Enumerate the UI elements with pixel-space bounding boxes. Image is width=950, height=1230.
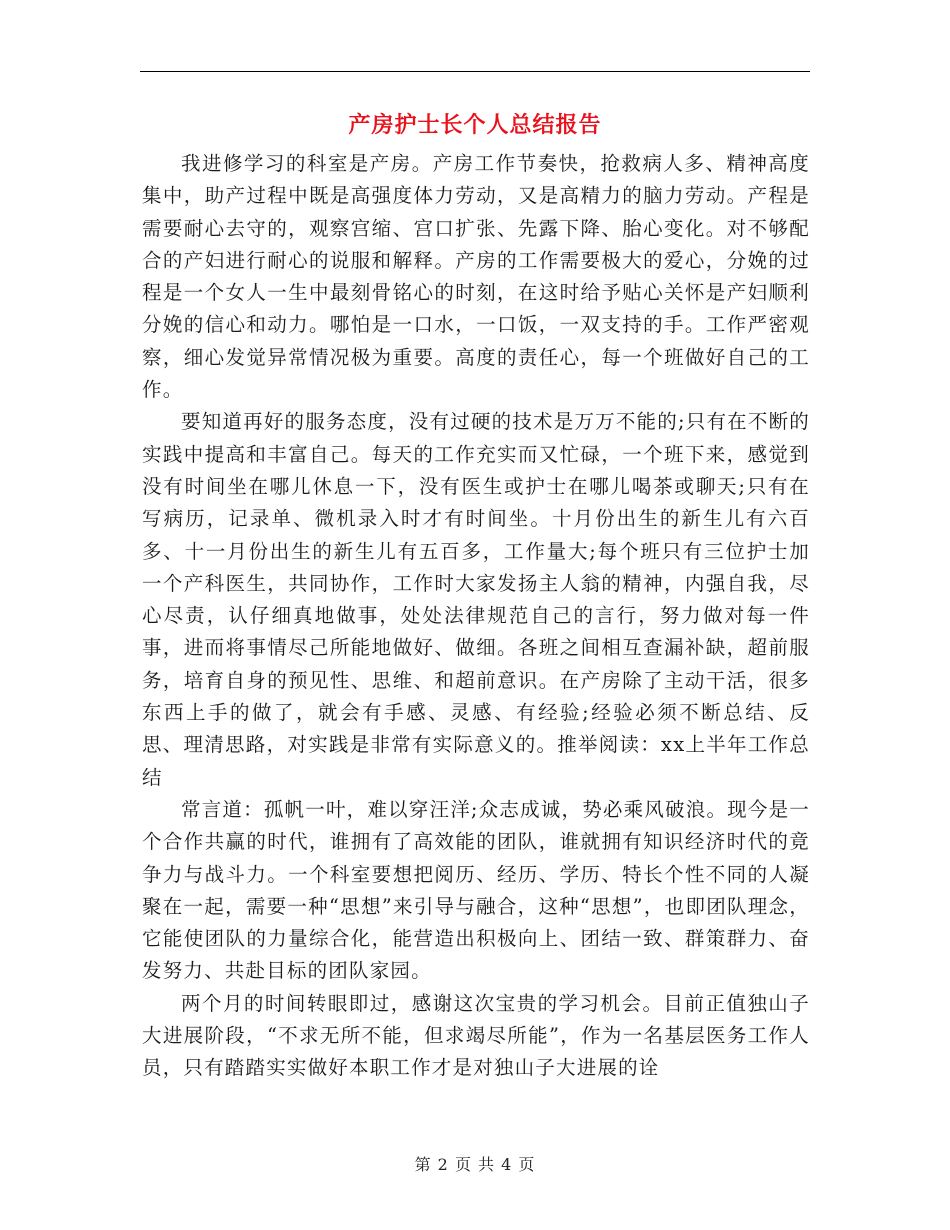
document-title: 产房护士长个人总结报告 (348, 112, 602, 138)
header-rule (140, 71, 810, 72)
paragraph: 要知道再好的服务态度，没有过硬的技术是万万不能的;只有在不断的实践中提高和丰富自己。每天的工作充实而又忙碌，一个班下来，感觉到没有时间坐在哪儿休息一下，没有医生或护士在哪儿喝茶或聊天;只有在写病历，记录单、微机录入时才有时间坐。十月份出生的新生儿有六百多、十一月份出生的新生儿有五百多，工作量大;每个班只有三位护士加一个产科医生，共同协作，工作时大家发扬主人翁的精神，内强自我，尽心尽责，认仔细真地做事，处处法律规范自己的言行，努力做对每一件事，进而将事情尽己所能地做好、做细。各班之间相互查漏补缺，超前服务，培育自身的预见性、思维、和超前意识。在产房除了主动干活，很多东西上手的做了，就会有手感、灵感、有经验;经验必须不断总结、反思、理清思路，对实践是非常有实际意义的。推举阅读：xx上半年工作总结 (142, 410, 810, 789)
page-number: 第 2 页 共 4 页 (414, 1155, 536, 1174)
paragraph: 常言道：孤帆一叶，难以穿汪洋;众志成诚，势必乘风破浪。现今是一个合作共赢的时代，谁拥有了高效能的团队，谁就拥有知识经济时代的竟争力与战斗力。一个科室要想把阅历、经历、学历、特长个性不同的人凝聚在一起，需要一种“思想”来引导与融合，这种“思想”，也即团队理念，它能使团队的力量综合化，能营造出积极向上、团结一致、群策群力、奋发努力、共赴目标的团队家园。 (142, 797, 810, 983)
paragraph: 我进修学习的科室是产房。产房工作节奏快，抢救病人多、精神高度集中，助产过程中既是高强度体力劳动，又是高精力的脑力劳动。产程是需要耐心去守的，观察宫缩、宫口扩张、先露下降、胎心变化。对不够配合的产妇进行耐心的说服和解释。产房的工作需要极大的爱心，分娩的过程是一个女人一生中最刻骨铭心的时刻，在这时给予贴心关怀是产妇顺利分娩的信心和动力。哪怕是一口水，一口饭，一双支持的手。工作严密观察，细心发觉异常情况极为重要。高度的责任心，每一个班做好自己的工作。 (142, 152, 810, 402)
paragraph: 两个月的时间转眼即过，感谢这次宝贵的学习机会。目前正值独山子大进展阶段，“不求无所不能，但求竭尽所能”，作为一名基层医务工作人员，只有踏踏实实做好本职工作才是对独山子大进展的诠 (142, 991, 810, 1080)
document-body (142, 148, 810, 1085)
